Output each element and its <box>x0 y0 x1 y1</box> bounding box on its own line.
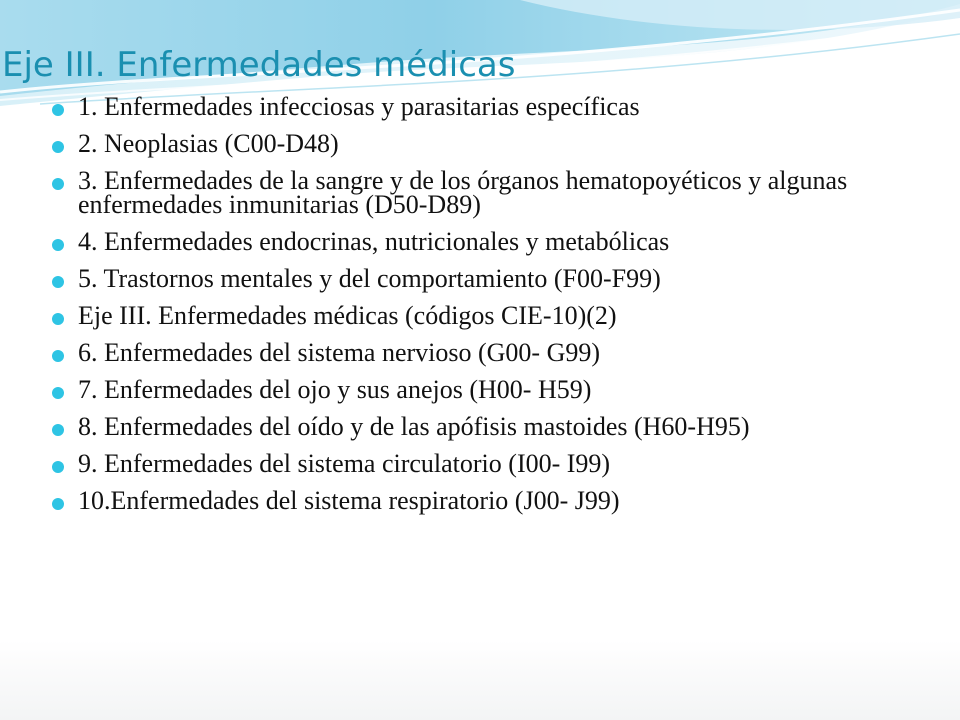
list-item-text: 10.Enfermedades del sistema respiratorio (J00- J99) <box>78 486 620 515</box>
list-item-text: 7. Enfermedades del ojo y sus anejos (H00- H59) <box>78 375 592 404</box>
list-item-text: 6. Enfermedades del sistema nervioso (G00- G99) <box>78 338 601 367</box>
bullet-icon <box>52 461 64 473</box>
list-item <box>50 338 910 367</box>
list-item-text: 9. Enfermedades del sistema circulatorio (I00- I99) <box>78 449 611 478</box>
bullet-icon <box>52 178 64 190</box>
bullet-list <box>50 92 910 526</box>
list-item <box>50 375 910 404</box>
list-item-text: 5. Trastornos mentales y del comportamiento (F00-F99) <box>78 264 661 293</box>
bullet-icon <box>52 350 64 362</box>
list-item-text: Eje III. Enfermedades médicas (códigos CIE-10)(2) <box>78 301 617 330</box>
list-item <box>50 227 910 256</box>
bullet-icon <box>52 424 64 436</box>
bullet-icon <box>52 141 64 153</box>
list-item <box>50 412 910 441</box>
bullet-icon <box>52 239 64 251</box>
list-item <box>50 486 910 515</box>
list-item-text: 3. Enfermedades de la sangre y de los órganos hematopoyéticos y algunas enfermedades inmunitarias (D50-D89) <box>78 166 848 219</box>
list-item <box>50 301 910 330</box>
bullet-icon <box>52 498 64 510</box>
list-item <box>50 449 910 478</box>
list-item <box>50 166 910 219</box>
list-item <box>50 264 910 293</box>
bullet-icon <box>52 387 64 399</box>
list-item <box>50 92 910 121</box>
list-item-text: 4. Enfermedades endocrinas, nutricionales y metabólicas <box>78 227 670 256</box>
list-item-text: 1. Enfermedades infecciosas y parasitarias específicas <box>78 92 640 121</box>
bullet-icon <box>52 276 64 288</box>
bullet-icon <box>52 104 64 116</box>
list-item-text: 8. Enfermedades del oído y de las apófisis mastoides (H60-H95) <box>78 412 750 441</box>
slide-title: Eje III. Enfermedades médicas <box>2 45 516 85</box>
list-item-text: 2. Neoplasias (C00-D48) <box>78 129 339 158</box>
bullet-icon <box>52 313 64 325</box>
list-item <box>50 129 910 158</box>
